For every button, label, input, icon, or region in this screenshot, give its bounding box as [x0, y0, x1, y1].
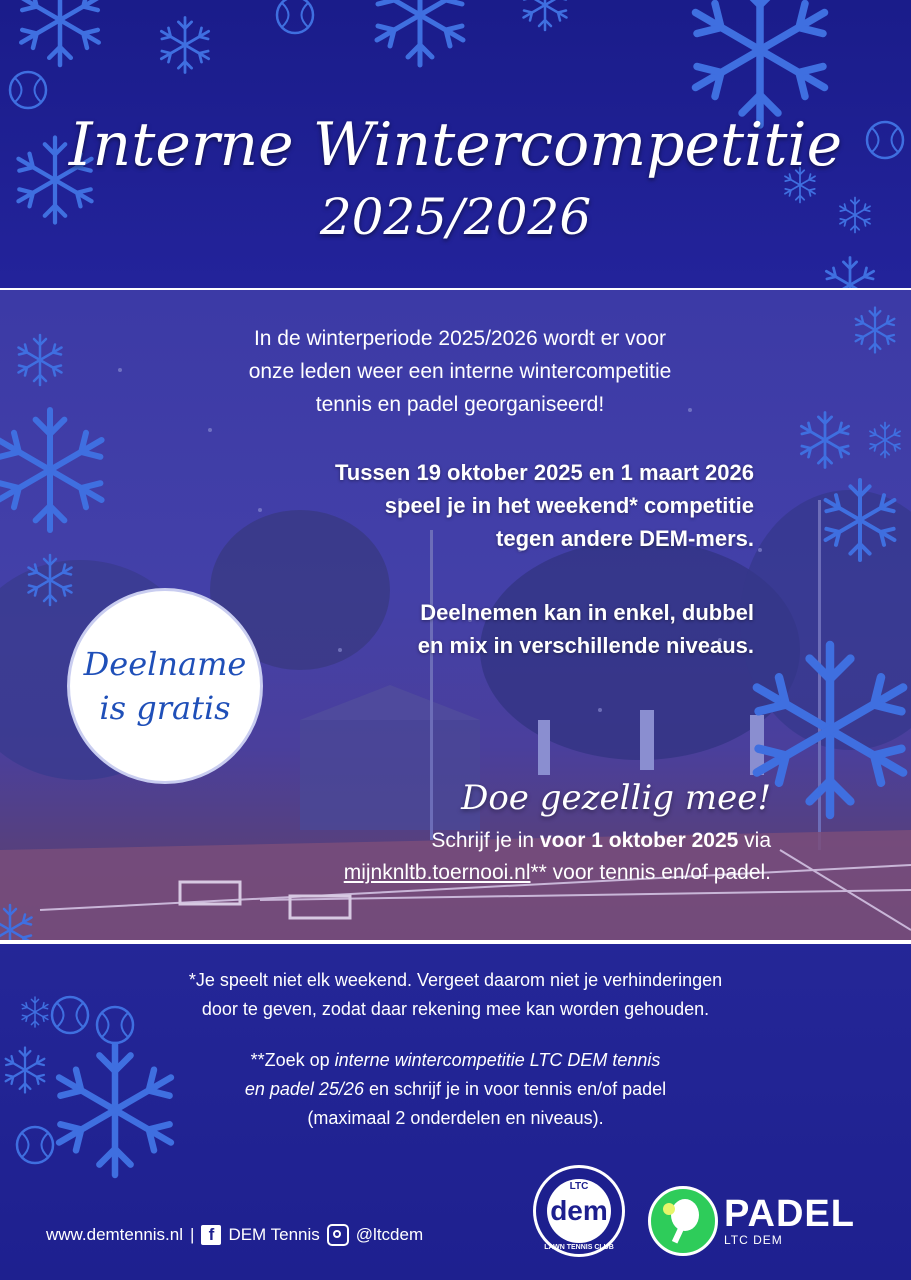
- title-line-1: Interne Wintercompetitie: [68, 110, 843, 180]
- signup-text: [344, 825, 771, 889]
- badge-line: Deelname: [83, 645, 247, 683]
- signup-text-part: ** voor tennis en/of padel.: [530, 861, 771, 884]
- facebook-icon: f: [201, 1225, 221, 1245]
- period-text: [335, 456, 754, 555]
- footnote-line: (maximaal 2 onderdelen en niveaus).: [307, 1108, 604, 1128]
- padel-racket-icon: [648, 1186, 718, 1256]
- instagram-icon: [327, 1224, 349, 1246]
- signup-deadline: voor 1 oktober 2025: [539, 829, 739, 852]
- snowflake-icon: [161, 18, 208, 73]
- badge-line: is gratis: [99, 689, 231, 727]
- footer-contacts: [46, 1224, 423, 1246]
- levels-text: [418, 596, 754, 662]
- dem-tennis-club-logo: [530, 1162, 628, 1260]
- facebook-link[interactable]: DEM Tennis: [228, 1225, 320, 1244]
- footnote-schedule: [100, 966, 811, 1024]
- footnote-line: *Je speelt niet elk weekend. Vergeet daarom niet je verhinderingen: [188, 970, 723, 990]
- dem-logo-top: LTC: [569, 1181, 589, 1192]
- footnote-search-term: en padel 25/26: [244, 1079, 364, 1099]
- padel-logo: [648, 1186, 855, 1256]
- registration-link[interactable]: mijnknltb.toernooi.nl: [343, 861, 531, 884]
- levels-line: en mix in verschillende niveaus.: [417, 633, 754, 658]
- period-line: speel je in het weekend* competitie: [384, 493, 754, 518]
- footnote-part: en schrijf je in voor tennis en/of padel: [363, 1079, 667, 1099]
- signup-text-part: via: [738, 829, 771, 852]
- footer-separator: |: [190, 1225, 195, 1244]
- dem-logo-ring-text: LAWN TENNIS CLUB: [544, 1244, 614, 1251]
- website-link[interactable]: www.demtennis.nl: [46, 1225, 184, 1244]
- tennis-ball-icon: [10, 72, 46, 108]
- footnote-line: door te geven, zodat daar rekening mee kan worden gehouden.: [201, 999, 710, 1019]
- padel-subtitle: LTC DEM: [724, 1233, 783, 1247]
- period-line: Tussen 19 oktober 2025 en 1 maart 2026: [334, 460, 754, 485]
- cta-heading: Doe gezellig mee!: [461, 778, 771, 818]
- snowflake-icon: [21, 0, 98, 65]
- footnote-search-term: interne wintercompetitie LTC DEM tennis: [334, 1050, 661, 1070]
- tennis-ball-icon: [277, 0, 313, 33]
- snowflake-icon: [377, 0, 463, 65]
- dem-logo-wordmark: dem: [550, 1195, 608, 1226]
- footnote-part: **Zoek op: [250, 1050, 335, 1070]
- intro-line: tennis en padel georganiseerd!: [315, 393, 605, 416]
- instagram-link[interactable]: @ltcdem: [355, 1225, 424, 1244]
- levels-line: Deelnemen kan in enkel, dubbel: [420, 600, 754, 625]
- free-participation-badge: [67, 588, 263, 784]
- snowflake-icon: [524, 0, 567, 30]
- divider-bottom: [0, 940, 911, 944]
- intro-line: In de winterperiode 2025/2026 wordt er voor: [253, 327, 667, 350]
- padel-wordmark: PADEL: [724, 1193, 855, 1235]
- intro-line: onze leden weer een interne wintercompetitie: [248, 360, 672, 383]
- title-line-2: 2025/2026: [319, 188, 592, 246]
- footnote-search: [150, 1046, 761, 1133]
- snowflake-icon: [696, 0, 825, 125]
- intro-text: [150, 322, 770, 421]
- signup-text-part: Schrijf je in: [431, 829, 540, 852]
- period-line: tegen andere DEM-mers.: [496, 526, 754, 551]
